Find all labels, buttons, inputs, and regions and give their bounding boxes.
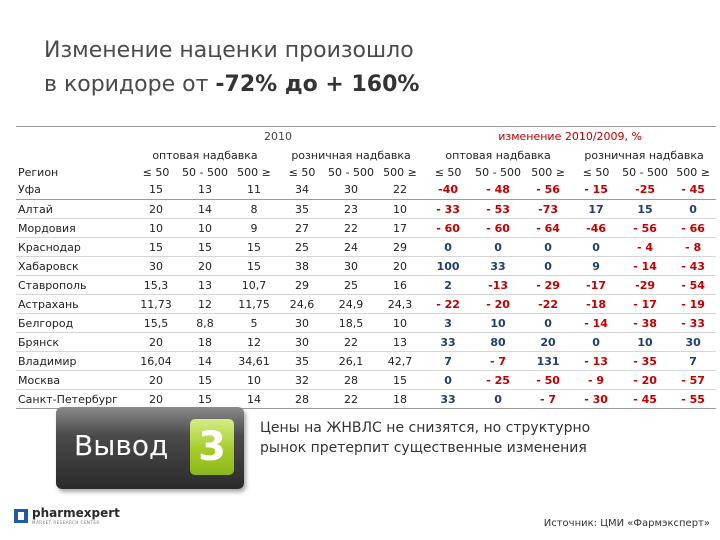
wholesale-header-change: оптовая надбавка [445, 149, 551, 162]
change-cell: - 22 [424, 295, 472, 314]
change-cell: 30 [670, 333, 716, 352]
change-cell: -25 [620, 179, 670, 200]
column-header: ≤ 50 [288, 165, 316, 179]
markup-2010-cell: 20 [132, 200, 180, 219]
region-cell: Уфа [16, 179, 132, 200]
change-cell: - 17 [620, 295, 670, 314]
title-line-2 [44, 68, 419, 102]
change-cell: 100 [424, 257, 472, 276]
markup-2010-cell: 20 [376, 257, 424, 276]
change-cell: 0 [572, 238, 620, 257]
markup-2010-cell: 22 [326, 219, 376, 238]
change-cell: - 54 [670, 276, 716, 295]
markup-2010-cell: 30 [326, 179, 376, 200]
markup-2010-cell: 30 [278, 333, 326, 352]
change-cell: - 30 [572, 390, 620, 409]
column-header: 500 ≥ [237, 165, 271, 179]
markup-2010-cell: 13 [180, 179, 230, 200]
change-cell: - 50 [524, 371, 572, 390]
change-cell: - 19 [670, 295, 716, 314]
change-cell: 33 [472, 257, 524, 276]
markup-2010-cell: 29 [278, 276, 326, 295]
change-cell: 0 [424, 238, 472, 257]
markup-2010-cell: 38 [278, 257, 326, 276]
markup-2010-cell: 10 [230, 371, 278, 390]
change-cell: 0 [524, 257, 572, 276]
markup-2010-cell: 12 [180, 295, 230, 314]
table-column-header [16, 165, 716, 179]
markup-2010-cell: 14 [180, 352, 230, 371]
markup-2010-cell: 18 [376, 390, 424, 409]
change-cell: - 55 [670, 390, 716, 409]
change-cell: -13 [472, 276, 524, 295]
change-cell: -29 [620, 276, 670, 295]
markup-2010-cell: 15 [376, 371, 424, 390]
title-range: -72% до + 160% [215, 72, 420, 97]
logo-mark-icon [14, 509, 28, 523]
change-cell: 0 [670, 200, 716, 219]
table-row [16, 219, 716, 238]
change-cell: 20 [524, 333, 572, 352]
markup-2010-cell: 11,73 [132, 295, 180, 314]
markup-2010-cell: 10,7 [230, 276, 278, 295]
conclusion-badge [56, 407, 244, 489]
change-cell: 7 [670, 352, 716, 371]
change-cell: - 53 [472, 200, 524, 219]
change-cell: -17 [572, 276, 620, 295]
retail-header-change: розничная надбавка [584, 149, 704, 162]
pharmexpert-logo [14, 508, 134, 528]
source-note: Источник: ЦМИ «Фармэксперт» [543, 518, 710, 529]
markup-2010-cell: 24,6 [278, 295, 326, 314]
region-cell: Москва [16, 371, 132, 390]
markup-2010-cell: 35 [278, 352, 326, 371]
conclusion-text: Цены на ЖНВЛС не снизятся, но структурно рынок претерпит существенные изменения [260, 420, 591, 456]
markup-2010-cell: 20 [180, 257, 230, 276]
table-group-header [16, 127, 716, 146]
change-cell: - 64 [524, 219, 572, 238]
column-header: 50 - 500 [182, 165, 228, 179]
table-subgroup-header [16, 146, 716, 165]
region-cell: Мордовия [16, 219, 132, 238]
region-cell: Астрахань [16, 295, 132, 314]
change-cell: - 48 [472, 179, 524, 200]
change-cell: 2 [424, 276, 472, 295]
region-cell: Санкт-Петербург [16, 390, 132, 409]
change-cell: - 56 [524, 179, 572, 200]
markup-2010-cell: 15,5 [132, 314, 180, 333]
change-cell: 10 [472, 314, 524, 333]
table-row [16, 179, 716, 200]
change-cell: -73 [524, 200, 572, 219]
region-cell: Алтай [16, 200, 132, 219]
markup-2010-cell: 15,3 [132, 276, 180, 295]
change-cell: - 20 [620, 371, 670, 390]
change-cell: - 9 [572, 371, 620, 390]
change-cell: 10 [620, 333, 670, 352]
markup-2010-cell: 24,9 [326, 295, 376, 314]
markup-2010-cell: 22 [326, 390, 376, 409]
column-header: 500 ≥ [383, 165, 417, 179]
change-cell: 131 [524, 352, 572, 371]
change-cell: 0 [424, 371, 472, 390]
markup-2010-cell: 15 [230, 238, 278, 257]
change-cell: 9 [572, 257, 620, 276]
group-change-header: изменение 2010/2009, % [498, 130, 642, 143]
markup-2010-cell: 35 [278, 200, 326, 219]
markup-2010-cell: 5 [230, 314, 278, 333]
change-cell: - 13 [572, 352, 620, 371]
region-cell: Брянск [16, 333, 132, 352]
change-cell: 17 [572, 200, 620, 219]
change-cell: -46 [572, 219, 620, 238]
markup-2010-cell: 32 [278, 371, 326, 390]
change-cell: 33 [424, 390, 472, 409]
markup-2010-cell: 11,75 [230, 295, 278, 314]
change-cell: - 15 [572, 179, 620, 200]
markup-2010-cell: 10 [376, 200, 424, 219]
change-cell: - 33 [424, 200, 472, 219]
markup-2010-cell: 30 [132, 257, 180, 276]
markup-2010-cell: 12 [230, 333, 278, 352]
column-header: 50 - 500 [622, 165, 669, 179]
markup-2010-cell: 34,61 [230, 352, 278, 371]
column-header: 500 ≥ [676, 165, 710, 179]
markup-2010-cell: 10 [180, 219, 230, 238]
change-cell: - 57 [670, 371, 716, 390]
markup-2010-cell: 16 [376, 276, 424, 295]
markup-2010-cell: 25 [326, 276, 376, 295]
change-cell: -22 [524, 295, 572, 314]
markup-2010-cell: 15 [180, 371, 230, 390]
column-header: 50 - 500 [328, 165, 374, 179]
markup-2010-cell: 29 [376, 238, 424, 257]
markup-2010-cell: 28 [326, 371, 376, 390]
retail-header-2010: розничная надбавка [291, 149, 411, 162]
slide-title [44, 34, 419, 102]
change-cell: 0 [524, 238, 572, 257]
markup-2010-cell: 20 [132, 371, 180, 390]
column-header: ≤ 50 [142, 165, 170, 179]
markup-table [16, 126, 716, 409]
markup-2010-cell: 16,04 [132, 352, 180, 371]
table-row [16, 238, 716, 257]
column-header: ≤ 50 [582, 165, 610, 179]
markup-2010-cell: 20 [132, 390, 180, 409]
markup-2010-cell: 8 [230, 200, 278, 219]
markup-2010-cell: 20 [132, 333, 180, 352]
change-cell: - 45 [620, 390, 670, 409]
markup-2010-cell: 25 [278, 238, 326, 257]
change-cell: - 56 [620, 219, 670, 238]
table-row [16, 257, 716, 276]
logo-tagline: MARKET RESEARCH CENTER [32, 520, 100, 525]
change-cell: - 45 [670, 179, 716, 200]
markup-2010-cell: 15 [132, 179, 180, 200]
change-cell: - 7 [524, 390, 572, 409]
change-cell: -18 [572, 295, 620, 314]
markup-2010-cell: 30 [326, 257, 376, 276]
title-line-1: Изменение наценки произошло [44, 38, 414, 63]
change-cell: 7 [424, 352, 472, 371]
markup-2010-cell: 26,1 [326, 352, 376, 371]
markup-2010-cell: 23 [326, 200, 376, 219]
markup-2010-cell: 34 [278, 179, 326, 200]
change-cell: 0 [572, 333, 620, 352]
change-cell: - 60 [424, 219, 472, 238]
table-row [16, 352, 716, 371]
markup-2010-cell: 15 [180, 390, 230, 409]
region-cell: Хабаровск [16, 257, 132, 276]
region-cell: Ставрополь [16, 276, 132, 295]
table-row [16, 314, 716, 333]
change-cell: - 60 [472, 219, 524, 238]
markup-2010-cell: 24,3 [376, 295, 424, 314]
markup-2010-cell: 10 [132, 219, 180, 238]
markup-2010-cell: 13 [180, 276, 230, 295]
change-cell: - 38 [620, 314, 670, 333]
markup-2010-cell: 9 [230, 219, 278, 238]
change-cell: - 4 [620, 238, 670, 257]
markup-2010-cell: 42,7 [376, 352, 424, 371]
change-cell: - 8 [670, 238, 716, 257]
table-row [16, 200, 716, 219]
group-2010-header: 2010 [264, 130, 293, 143]
column-header: 50 - 500 [475, 165, 522, 179]
markup-2010-cell: 22 [326, 333, 376, 352]
region-cell: Владимир [16, 352, 132, 371]
change-cell: 15 [620, 200, 670, 219]
markup-2010-cell: 28 [278, 390, 326, 409]
change-cell: 0 [524, 314, 572, 333]
region-cell: Белгород [16, 314, 132, 333]
conclusion-badge-label: Вывод [74, 429, 169, 462]
change-cell: - 7 [472, 352, 524, 371]
table-row [16, 295, 716, 314]
change-cell: - 20 [472, 295, 524, 314]
change-cell: 3 [424, 314, 472, 333]
markup-2010-cell: 10 [376, 314, 424, 333]
change-cell: - 33 [670, 314, 716, 333]
change-cell: 0 [472, 238, 524, 257]
table-row [16, 333, 716, 352]
change-cell: 33 [424, 333, 472, 352]
conclusion-badge-number: 3 [190, 419, 234, 475]
wholesale-header-2010: оптовая надбавка [152, 149, 258, 162]
column-header: 500 ≥ [531, 165, 565, 179]
markup-data-table [16, 127, 716, 409]
markup-2010-cell: 30 [278, 314, 326, 333]
markup-2010-cell: 27 [278, 219, 326, 238]
change-cell: - 29 [524, 276, 572, 295]
change-cell: 0 [472, 390, 524, 409]
change-cell: - 43 [670, 257, 716, 276]
change-cell: 80 [472, 333, 524, 352]
change-cell: - 25 [472, 371, 524, 390]
markup-2010-cell: 14 [180, 200, 230, 219]
logo-name: pharmexpert [32, 506, 120, 520]
table-row [16, 390, 716, 409]
markup-2010-cell: 15 [132, 238, 180, 257]
markup-2010-cell: 18 [180, 333, 230, 352]
change-cell: - 66 [670, 219, 716, 238]
markup-2010-cell: 18,5 [326, 314, 376, 333]
markup-2010-cell: 11 [230, 179, 278, 200]
change-cell: -40 [424, 179, 472, 200]
region-column-header: Регион [18, 165, 59, 179]
markup-2010-cell: 14 [230, 390, 278, 409]
markup-2010-cell: 8,8 [180, 314, 230, 333]
markup-2010-cell: 15 [180, 238, 230, 257]
table-row [16, 371, 716, 390]
table-row [16, 276, 716, 295]
change-cell: - 14 [572, 314, 620, 333]
markup-2010-cell: 22 [376, 179, 424, 200]
column-header: ≤ 50 [434, 165, 462, 179]
markup-2010-cell: 24 [326, 238, 376, 257]
change-cell: - 35 [620, 352, 670, 371]
markup-2010-cell: 17 [376, 219, 424, 238]
region-cell: Краснодар [16, 238, 132, 257]
change-cell: - 14 [620, 257, 670, 276]
markup-2010-cell: 13 [376, 333, 424, 352]
markup-2010-cell: 15 [230, 257, 278, 276]
title-line-2-prefix: в коридоре от [44, 72, 216, 97]
